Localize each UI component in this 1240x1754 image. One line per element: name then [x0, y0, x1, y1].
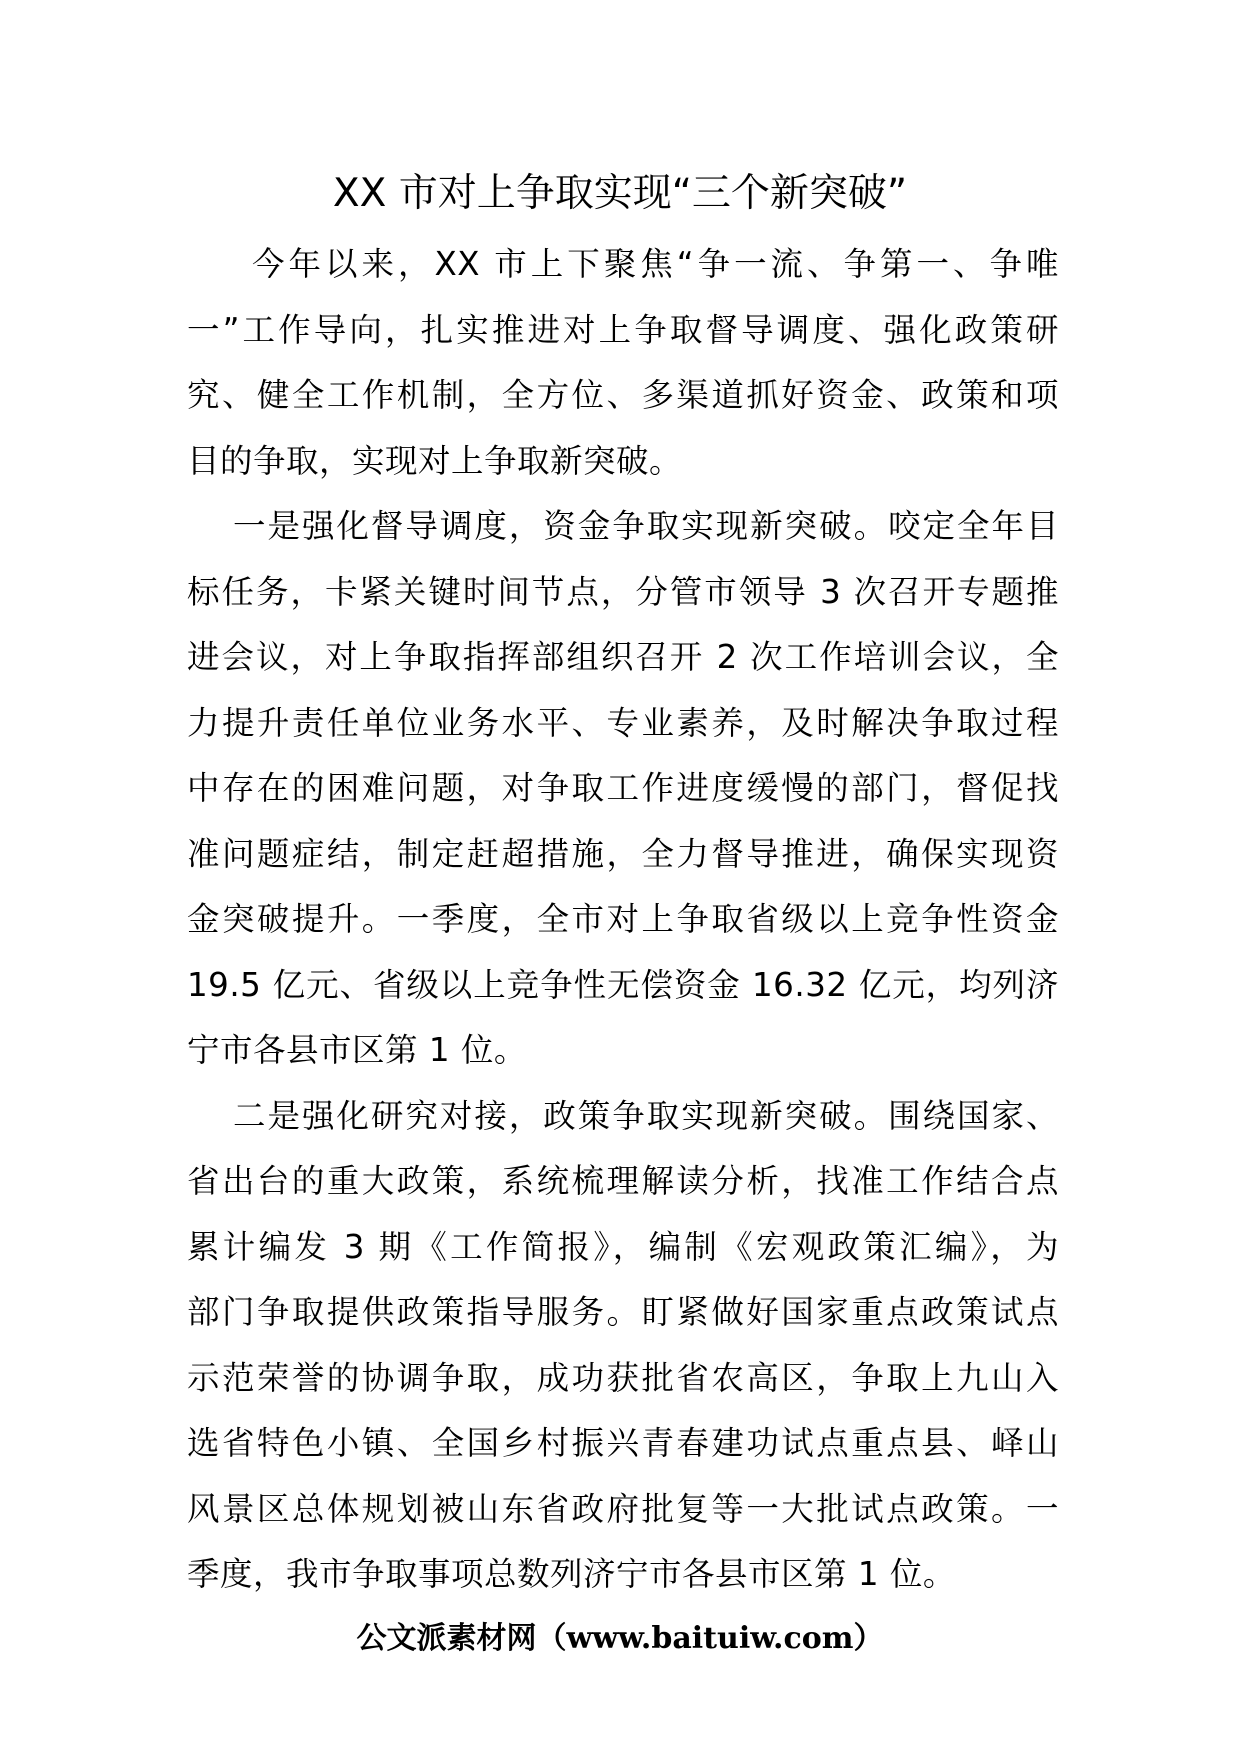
text-line: 二是强化研究对接，政策争取实现新突破。围绕国家、 — [233, 1096, 1059, 1135]
text-line: 进会议，对上争取指挥部组织召开 2 次工作培训会议，全 — [187, 638, 1059, 676]
text-line: 今年以来，XX 市上下聚焦“争一流、争第一、争唯 — [252, 245, 1059, 283]
text-line: 准问题症结，制定赶超措施，全力督导推进，确保实现资 — [187, 834, 1059, 873]
text-line: 力提升责任单位业务水平、专业素养，及时解决争取过程 — [187, 703, 1059, 742]
document-title: XX 市对上争取实现“三个新突破” — [332, 171, 908, 216]
paragraph-policy — [187, 1084, 1059, 1608]
text-line: 累计编发 3 期《工作简报》，编制《宏观政策汇编》，为 — [187, 1227, 1059, 1266]
text-line: 选省特色小镇、全国乡村振兴青春建功试点重点县、峄山 — [187, 1424, 1059, 1462]
paragraph-funding — [187, 494, 1059, 1084]
text-line: 示范荣誉的协调争取，成功获批省农高区，争取上九山入 — [187, 1358, 1059, 1397]
text-line: 一”工作导向，扎实推进对上争取督导调度、强化政策研 — [187, 310, 1059, 349]
text-line: 宁市各县市区第 1 位。 — [187, 1031, 527, 1069]
text-line: 部门争取提供政策指导服务。盯紧做好国家重点政策试点 — [187, 1293, 1059, 1331]
document-body — [187, 232, 1059, 1608]
text-line: 省出台的重大政策，系统梳理解读分析，找准工作结合点 — [187, 1162, 1059, 1200]
text-line: 19.5 亿元、省级以上竞争性无偿资金 16.32 亿元，均列济 — [187, 965, 1059, 1004]
text-line: 目的争取，实现对上争取新突破。 — [187, 441, 683, 480]
text-line: 究、健全工作机制，全方位、多渠道抓好资金、政策和项 — [187, 376, 1059, 414]
text-line: 金突破提升。一季度，全市对上争取省级以上竞争性资金 — [187, 900, 1059, 938]
footer-watermark: 公文派素材网（www.baituiw.com） — [356, 1621, 884, 1656]
text-line: 中存在的困难问题，对争取工作进度缓慢的部门，督促找 — [187, 769, 1059, 807]
text-line: 标任务，卡紧关键时间节点，分管市领导 3 次召开专题推 — [187, 572, 1059, 611]
text-line: 季度，我市争取事项总数列济宁市各县市区第 1 位。 — [187, 1555, 956, 1593]
text-line: 风景区总体规划被山东省政府批复等一大批试点政策。一 — [187, 1489, 1059, 1528]
text-line: 一是强化督导调度，资金争取实现新突破。咬定全年目 — [233, 507, 1059, 545]
paragraph-intro — [187, 232, 1059, 494]
